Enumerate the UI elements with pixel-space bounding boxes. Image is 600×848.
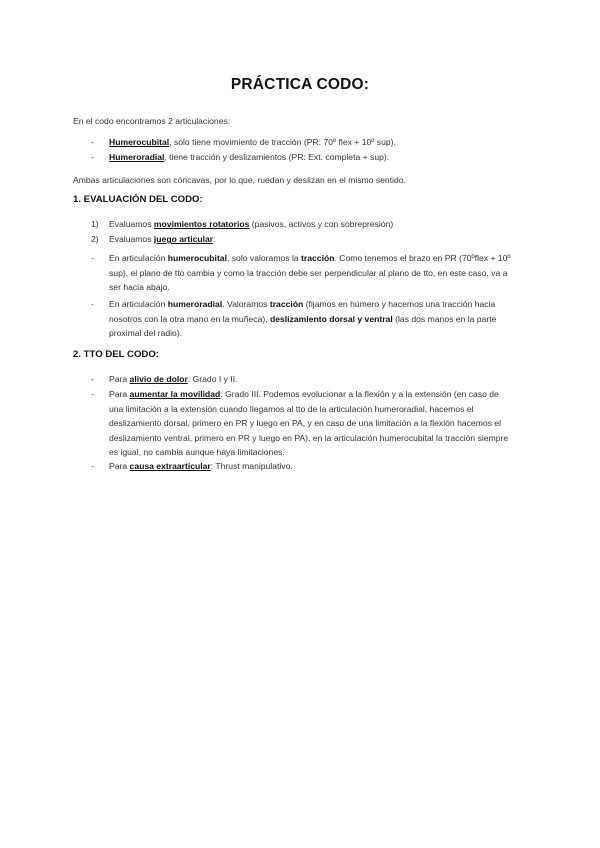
list-number: 2)	[91, 234, 99, 244]
list-marker: -	[91, 253, 94, 263]
term-movimientos-rotatorios: movimientos rotatorios	[153, 219, 250, 229]
term-humerocubital: humerocubital	[167, 253, 227, 263]
numbered-item-2: 2) Evaluamos juego articular:	[91, 232, 511, 247]
term-juego-articular: juego articular	[153, 234, 214, 244]
term-deslizamiento: deslizamiento dorsal y ventral	[269, 313, 393, 324]
list-item-causa-extraarticular: - Para causa extraarticular: Thrust manipulativo.	[91, 459, 511, 474]
list-item-text: , solo tiene movimiento de tracción (PR: 70º flex + 10º sup).	[169, 137, 396, 147]
list-item-alivio-dolor: - Para alivio de dolor: Grado I y II.	[91, 372, 511, 387]
list-item-eval-humerocubital: - En articulación humerocubital, solo valoramos la tracción. Como tenemos el brazo en PR (70ºflex + 10º sup), el plano de tto cambia y como la tracción debe ser perpendicular al plano de tto, en este caso, va a ser hacia abajo.	[91, 253, 511, 293]
list-marker: -	[91, 389, 94, 399]
list-marker: -	[91, 461, 94, 471]
both-articulations-note: Ambas articulaciones son cóncavas, por lo que, ruedan y deslizan en el mismo sentido.	[73, 175, 406, 185]
term-humeroradial: Humeroradial	[109, 152, 165, 162]
list-item-text: , tiene tracción y deslizamientos (PR: Ext. completa + sup).	[164, 152, 390, 162]
section-heading-evaluation: 1. EVALUACIÓN DEL CODO:	[73, 194, 203, 205]
list-item-humerocubital	[91, 135, 511, 150]
list-item-eval-humeroradial: - En articulación humeroradial. Valoramos tracción (fijamos en húmero y hacemos una tracción hacia nosotros con la otra mano en la muñeca), deslizamiento dorsal y ventral (las dos manos en la parte proximal del radio).	[91, 299, 497, 339]
term-traccion: tracción	[301, 253, 335, 263]
section-heading-treatment: 2. TTO DEL CODO:	[73, 349, 159, 360]
numbered-item-1: 1) Evaluamos movimientos rotatorios (pasivos, activos y con sobrepresión)	[91, 217, 511, 232]
term-causa-extraarticular: causa extraarticular	[129, 461, 211, 471]
term-alivio-de-dolor: alivio de dolor	[129, 374, 188, 384]
intro-text: En el codo encontramos 2 articulaciones:	[73, 116, 231, 126]
term-aumentar-la-movilidad: aumentar la movilidad	[129, 389, 221, 399]
term-humerocubital: Humerocubital	[109, 137, 170, 147]
list-marker: -	[91, 374, 94, 384]
page-title: PRÁCTICA CODO:	[230, 76, 370, 93]
list-marker: -	[91, 137, 94, 147]
list-item-humeroradial	[91, 150, 511, 165]
list-marker: -	[91, 152, 94, 162]
list-number: 1)	[91, 219, 99, 229]
term-humeroradial: humeroradial	[167, 299, 223, 309]
list-marker: -	[91, 299, 94, 309]
term-traccion: tracción	[269, 299, 304, 309]
list-item-aumentar-movilidad: - Para aumentar la movilidad: Grado III. Podemos evolucionar a la flexión y a la extensión (en caso de una limitación a la extensión cuando llegamos al tto de la articulación humeroradial, hacemos el deslizamiento dorsal, primero en PR y luego en PA, y en caso de una limitación a la flexión hacemos el deslizamiento ventral, primero en PR y luego en PA), en la articulación humerocubital la tracción siempre es igual, no cambia aunque haya limitaciones.	[91, 389, 509, 458]
